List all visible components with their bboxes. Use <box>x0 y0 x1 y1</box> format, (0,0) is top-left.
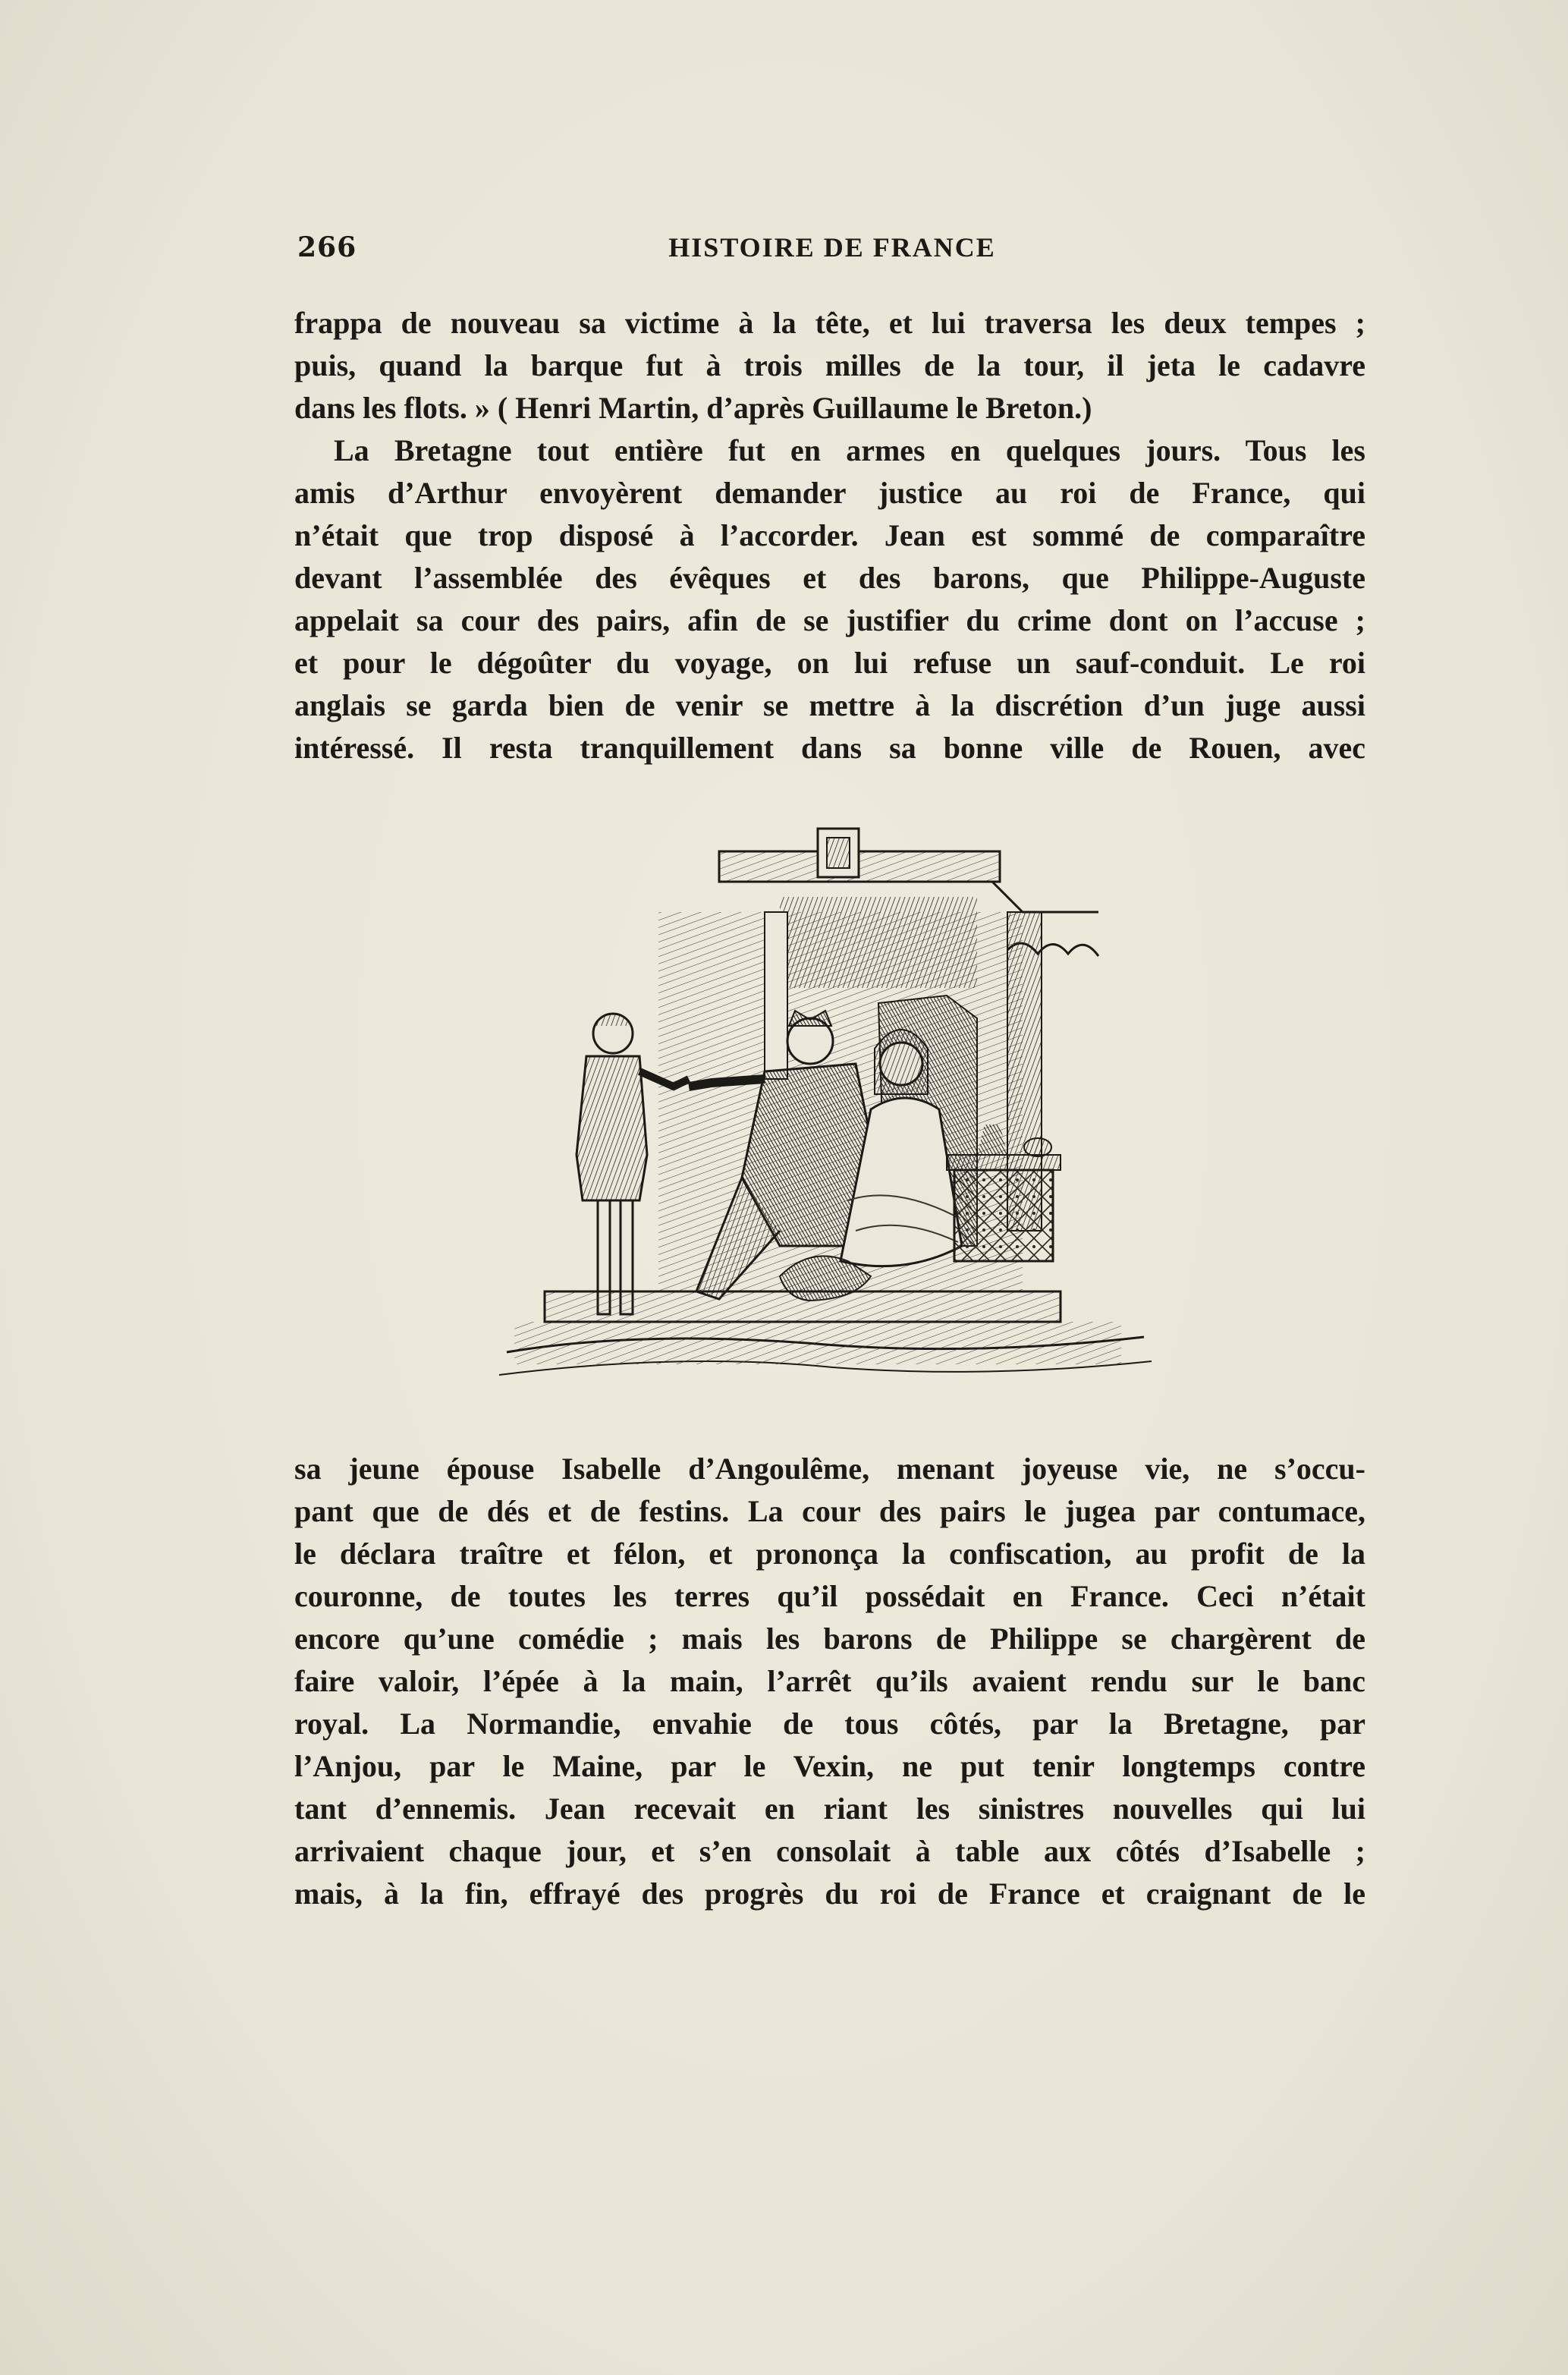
text-line: n’était que trop disposé à l’accorder. Jean est sommé de comparaître <box>294 518 1365 552</box>
text-line: La Bretagne tout entière fut en armes en quelques jours. Tous les <box>334 433 1365 467</box>
text-line: couronne, de toutes les terres qu’il possédait en France. Ceci n’était <box>294 1579 1365 1613</box>
engraving-image <box>492 821 1159 1390</box>
text-line: sa jeune épouse Isabelle d’Angoulême, menant joyeuse vie, ne s’occu- <box>294 1452 1365 1486</box>
text-block-bottom <box>294 1448 1365 1915</box>
text-line: le déclara traître et félon, et prononça la confiscation, au profit de la <box>294 1537 1365 1571</box>
text-line: dans les flots. » ( Henri Martin, d’après Guillaume le Breton.) <box>294 391 1092 425</box>
text-line: pant que de dés et de festins. La cour des pairs le jugea par contumace, <box>294 1494 1365 1528</box>
text-line: mais, à la fin, effrayé des progrès du roi de France et craignant de le <box>294 1876 1365 1911</box>
text-line: faire valoir, l’épée à la main, l’arrêt qu’ils avaient rendu sur le banc <box>294 1664 1365 1698</box>
text-line: encore qu’une comédie ; mais les barons de Philippe se chargèrent de <box>294 1622 1365 1656</box>
text-line: et pour le dégoûter du voyage, on lui refuse un sauf-conduit. Le roi <box>294 646 1365 680</box>
text-line: frappa de nouveau sa victime à la tête, et lui traversa les deux tempes ; <box>294 306 1365 340</box>
text-line: devant l’assemblée des évêques et des barons, que Philippe-Auguste <box>294 561 1365 595</box>
text-block-top <box>294 302 1365 769</box>
page-number: 266 <box>297 231 357 263</box>
page-header <box>297 231 1367 277</box>
text-line: intéressé. Il resta tranquillement dans sa bonne ville de Rouen, avec <box>294 731 1365 765</box>
running-title: HISTOIRE DE FRANCE <box>668 232 996 263</box>
text-line: tant d’ennemis. Jean recevait en riant les sinistres nouvelles qui lui <box>294 1791 1365 1826</box>
engraving-illustration <box>492 821 1159 1390</box>
text-line: appelait sa cour des pairs, afin de se justifier du crime dont on l’accuse ; <box>294 603 1365 637</box>
text-line: royal. La Normandie, envahie de tous côtés, par la Bretagne, par <box>294 1707 1365 1741</box>
text-line: puis, quand la barque fut à trois milles de la tour, il jeta le cadavre <box>294 348 1365 382</box>
text-line: anglais se garda bien de venir se mettre à la discrétion d’un juge aussi <box>294 688 1365 722</box>
text-line: amis d’Arthur envoyèrent demander justice au roi de France, qui <box>294 476 1365 510</box>
text-line: l’Anjou, par le Maine, par le Vexin, ne put tenir longtemps contre <box>294 1749 1365 1783</box>
text-line: arrivaient chaque jour, et s’en consolait à table aux côtés d’Isabelle ; <box>294 1834 1365 1868</box>
